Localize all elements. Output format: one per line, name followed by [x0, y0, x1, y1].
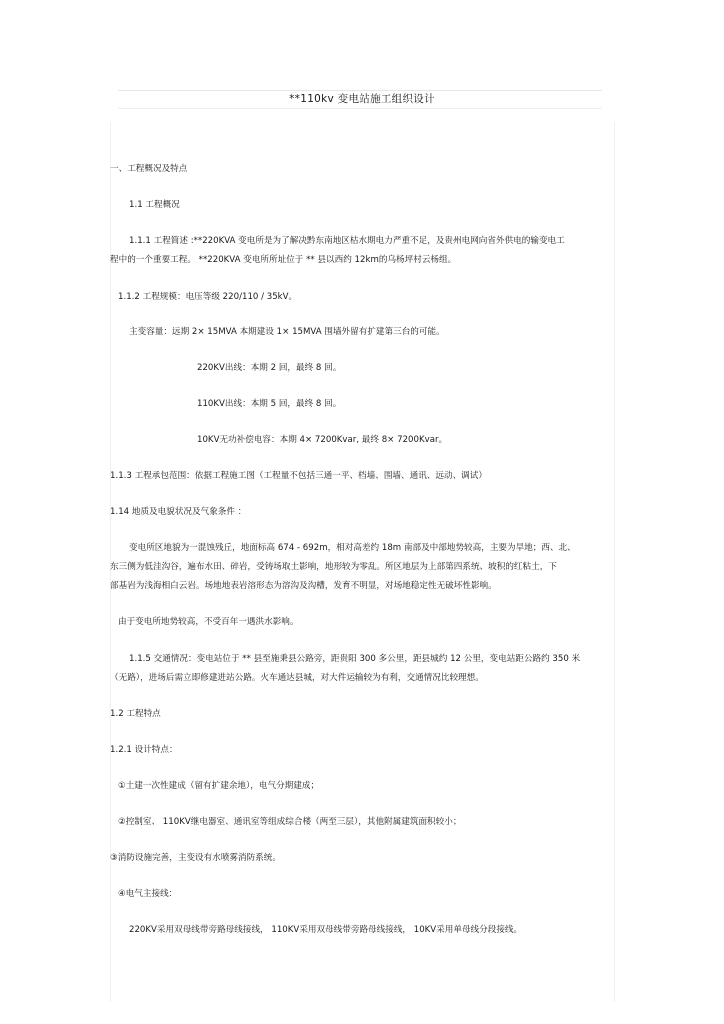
paragraph-line: 东三侧为低洼沟谷，遍布水田、碎岩，受铸场取土影响，地形较为零乱。所区地层为上部第四系统、坡积的红粘土，下 [110, 562, 557, 572]
document-title: **110kv 变电站施工组织设计 [289, 93, 435, 105]
paragraph-line: 1.14 地质及电貌状况及气象条件 ： [110, 507, 247, 517]
paragraph-line: 1.1.2 工程规模：电压等级 220/110 / 35kV。 [118, 292, 298, 302]
paragraph-line: 10KV无功补偿电容：本期 4× 7200Kvar, 最终 8× 7200Kvar。 [197, 435, 448, 445]
paragraph-line: 变电所区地貌为一混蚀残丘，地面标高 674 - 692m，相对高差约 18m 南部及中部地势较高，主要为旱地；西、北、 [129, 543, 576, 553]
list-item: ①土建一次性建成（留有扩建余地），电气分期建成； [118, 781, 320, 791]
paragraph-line: 程中的一个重要工程。 **220KVA 变电所所址位于 ** 县以西约 12km的乌杨坪村云杨组。 [110, 255, 457, 265]
list-item: ②控制室、 110KV继电器室、通讯室等组成综合楼（两至三层），其他附属建筑面积较小； [118, 817, 462, 827]
paragraph-line: 1.1.1 工程简述 :**220KVA 变电所是为了解决黔东南地区枯水期电力严重不足，及贵州电网向省外供电的输变电工 [129, 236, 565, 246]
subsection-heading: 1.1 工程概况 [129, 200, 180, 210]
paragraph-line: 由于变电所地势较高，不受百年一遇洪水影响。 [118, 617, 299, 627]
paragraph-line: 220KV出线：本期 2 回，最终 8 回。 [197, 363, 342, 373]
paragraph-line: 1.1.5 交通情况：变电站位于 ** 县至施秉县公路旁，距贵阳 300 多公里，距县城约 12 公里，变电站距公路约 350 米 [129, 654, 581, 664]
section-heading: 一、工程概况及特点 [110, 164, 188, 174]
paragraph-line: （无路），进场后需立即修建进站公路。火车通达县城，对大件运输较为有利，交通情况比较理想。 [110, 673, 484, 683]
paragraph-line: 1.1.3 工程承包范围：依据工程施工图（工程量不包括三通一平、档墙、围墙、通讯、远动、调试） [110, 471, 487, 481]
paragraph-line: 1.2.1 设计特点： [110, 745, 178, 755]
paragraph-line: 主变容量：远期 2× 15MVA 本期建设 1× 15MVA 围墙外留有扩建第三台的可能。 [129, 327, 445, 337]
paragraph-line: 220KV采用双母线带旁路母线接线， 110KV采用双母线带旁路母线接线， 10KV采用单母线分段接线。 [129, 925, 523, 935]
right-margin-rule [614, 122, 615, 1002]
list-item: ④电气主接线： [118, 889, 178, 899]
list-item: ③消防设施完善，主变设有水喷雾消防系统。 [110, 853, 281, 863]
subsection-heading: 1.2 工程特点 [110, 709, 161, 719]
paragraph-line: 部基岩为浅海相白云岩。场地地表岩溶形态为溶沟及沟槽，发育不明显，对场地稳定性无破坏性影响。 [110, 581, 497, 591]
paragraph-line: 110KV出线：本期 5 回，最终 8 回。 [197, 399, 342, 409]
header-rule-lower [118, 108, 602, 109]
